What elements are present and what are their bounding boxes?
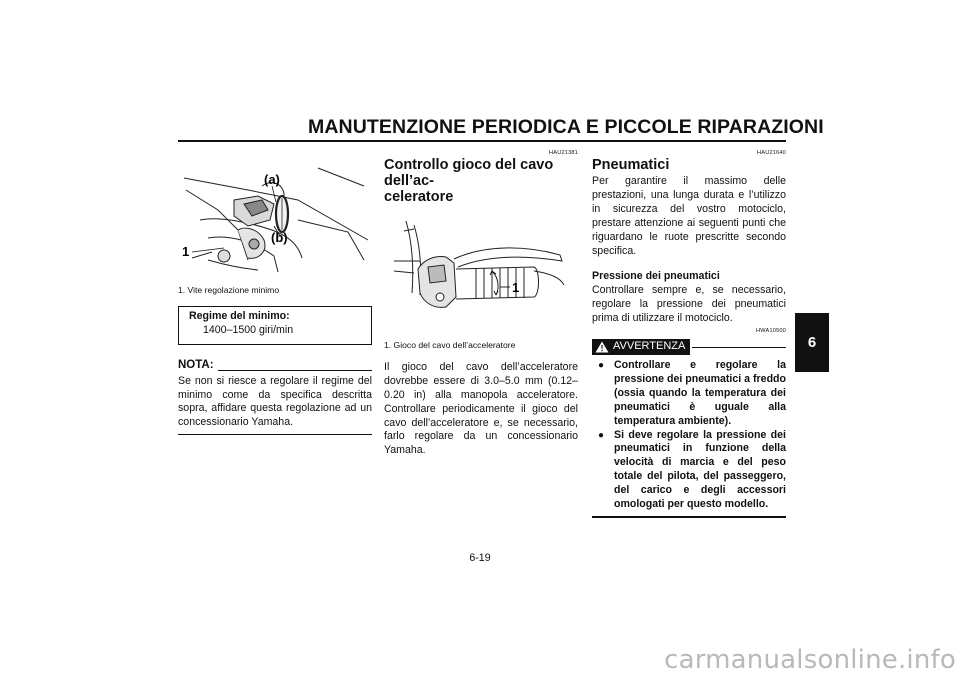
spec-box: [178, 306, 372, 345]
figure-caption: 1. Vite regolazione minimo: [178, 284, 280, 295]
figure-label-b: (b): [271, 230, 288, 245]
pressure-text: Controllare sempre e, se necessario, regolare la pressione dei pneumatici prima di utilizzare il motociclo.: [592, 284, 786, 325]
spec-label: Regime del minimo:: [189, 309, 290, 322]
warning-code: HWA10500: [756, 328, 786, 335]
section-heading-line2: celeratore: [384, 189, 454, 205]
bullet-icon: ●: [598, 359, 605, 371]
right-column: [592, 150, 786, 518]
middle-column: [384, 150, 578, 458]
figure-caption: 1. Gioco del cavo dell’acceleratore: [384, 339, 516, 350]
nota-header: [178, 359, 372, 373]
page-number: 6-19: [469, 552, 491, 564]
warning-item: [592, 359, 786, 429]
warning-item-text: Si deve regolare la pressione dei pneumatici in funzione della velocità di marcia e del peso totale del pilota, del passeggero, del carico e degli accessori omologati per questo modello.: [614, 428, 786, 511]
subsection-heading: Pressione dei pneumatici: [592, 270, 720, 283]
section-code: HAU21381: [549, 150, 578, 156]
warning-header: [592, 339, 786, 355]
warning-label: AVVERTENZA: [613, 340, 686, 353]
warning-rule: [692, 347, 786, 348]
idle-screw-illustration: [178, 160, 372, 276]
watermark: carmanualsonline.info: [664, 645, 956, 675]
nota-rule: [218, 370, 372, 371]
throttle-grip-illustration: [384, 211, 578, 331]
warning-triangle-icon: [595, 341, 609, 353]
nota-end-rule: [178, 434, 372, 435]
section-body: Il gioco del cavo dell’acceleratore dovrebbe essere di 3.0–5.0 mm (0.12–0.20 in) alla manopola acceleratore. Controllare periodicamente il gioco del cavo dell’acceleratore e, se necessario, farlo regolare da un concessionario Yamaha.: [384, 360, 578, 457]
warning-badge: [592, 339, 690, 355]
nota-label: NOTA:: [178, 358, 214, 371]
section-code: HAU21640: [757, 150, 786, 156]
section-heading-line1: Controllo gioco del cavo dell’ac-: [384, 157, 554, 189]
left-column: [178, 160, 372, 435]
chapter-tab: 6: [795, 313, 829, 372]
page-title: MANUTENZIONE PERIODICA E PICCOLE RIPARAZIONI: [308, 116, 824, 138]
warning-item-text: Controllare e regolare la pressione dei pneumatici a freddo (ossia quando la temperatura dei pneumatici è uguale alla temperatura ambiente).: [614, 358, 786, 427]
figure-label-1: 1: [182, 244, 190, 259]
warning-end-rule: [592, 516, 786, 518]
section-heading: Pneumatici: [592, 157, 670, 173]
intro-text: Per garantire il massimo delle prestazioni, una lunga durata e l’utilizzo in sicurezza del vostro motociclo, prestare attenzione ai seguenti punti che riguardano le ruote prescritte secondo specifica.: [592, 175, 786, 257]
bullet-icon: ●: [598, 429, 605, 441]
warning-list: [592, 359, 786, 512]
figure-label-a: (a): [264, 172, 280, 187]
warning-item: [592, 429, 786, 512]
spec-value: 1400–1500 giri/min: [203, 323, 294, 336]
nota-text: Se non si riesce a regolare il regime del minimo come da specifica descritta sopra, affidare questa regolazione ad un concessionario Yamaha.: [178, 374, 372, 429]
figure-label-1: 1: [512, 280, 520, 295]
header-rule: [178, 140, 786, 142]
